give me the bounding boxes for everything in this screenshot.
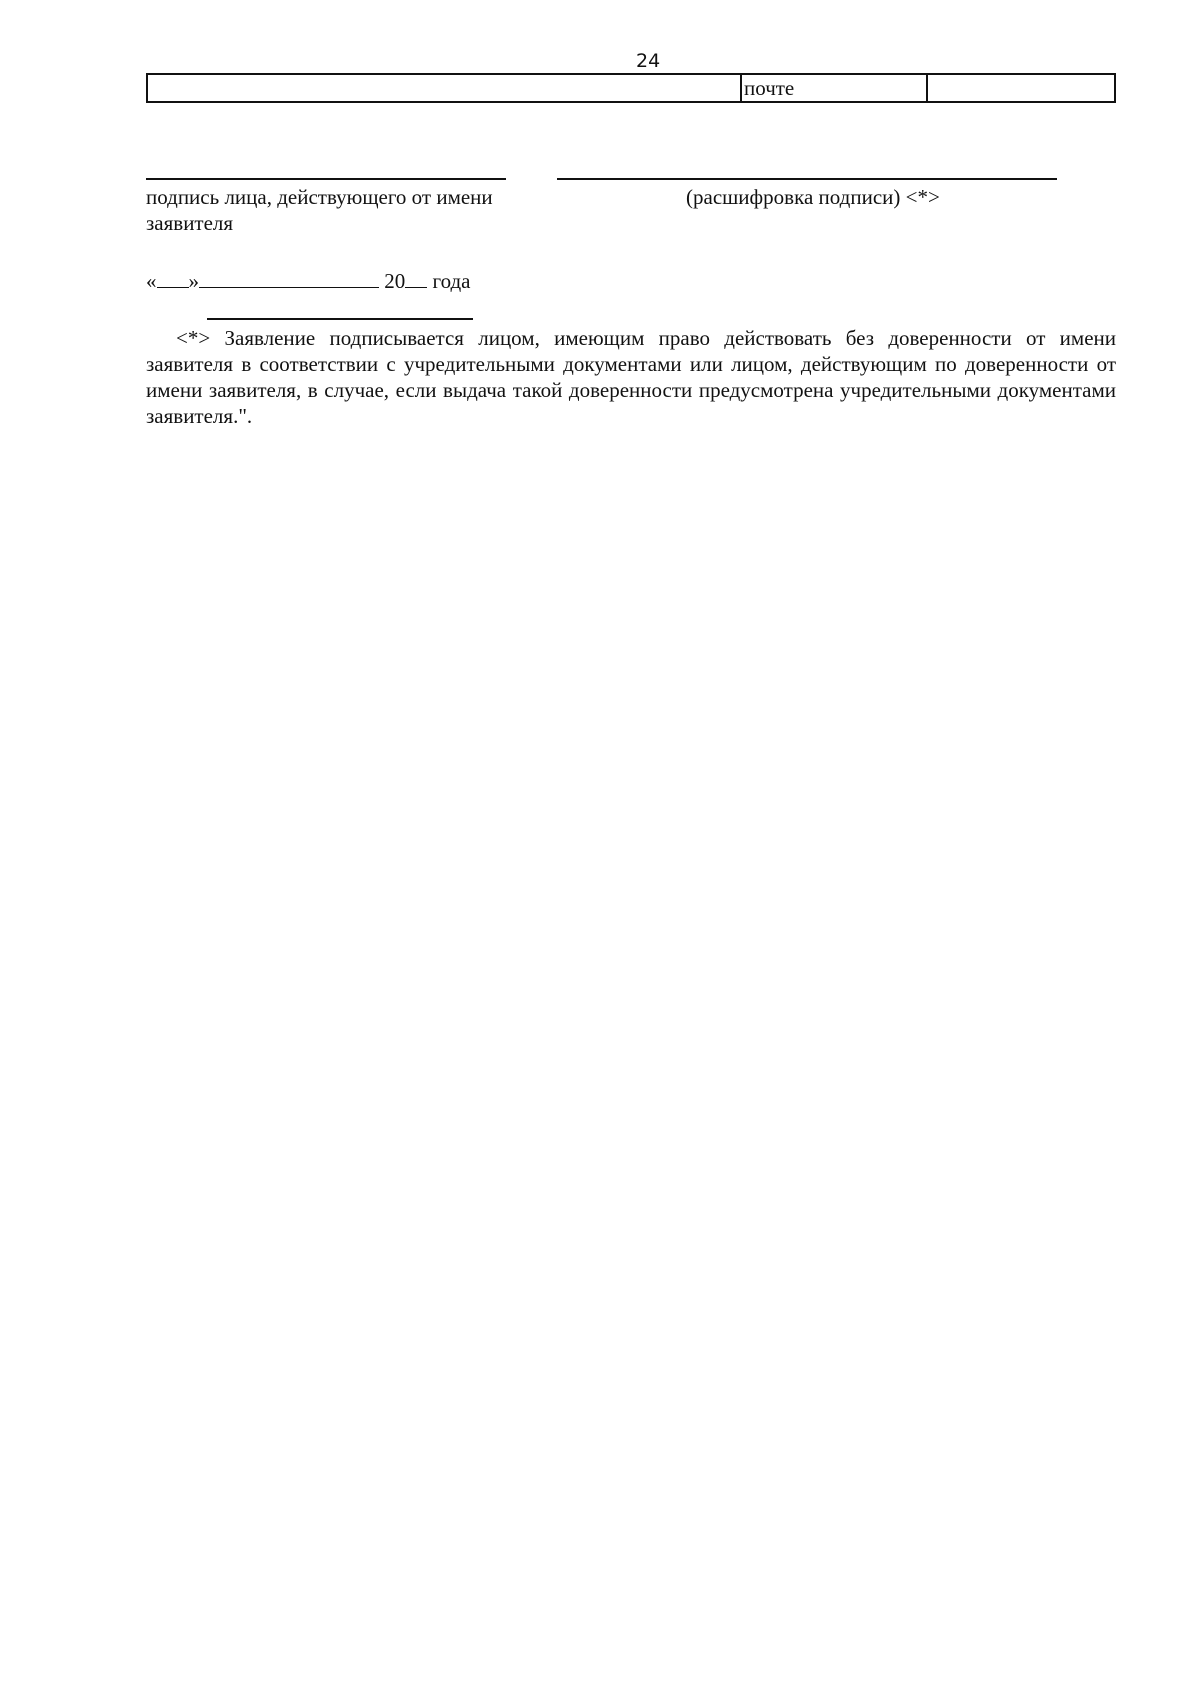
date-line <box>146 267 471 294</box>
signature-caption: подпись лица, действующего от имени заявителя <box>146 185 493 235</box>
signature-line <box>146 178 506 180</box>
table-cell-empty-1 <box>148 75 742 101</box>
signature-transcript-line <box>557 178 1057 180</box>
date-open-quote: « <box>146 269 157 293</box>
footnote-text: <*> Заявление подписывается лицом, имеющим право действовать без доверенности от имени заявителя в соответствии с учредительными документами или лицом, действующим по доверенности от имени заявителя, в случае, если выдача такой доверенности предусмотрена учредительными документами заявителя.". <box>146 326 1116 428</box>
signature-transcript-caption: (расшифровка подписи) <*> <box>686 185 940 209</box>
date-year-word: года <box>432 269 471 293</box>
date-year-prefix: 20 <box>384 269 406 293</box>
page-number: 24 <box>636 50 661 72</box>
date-close-quote: » <box>188 269 199 293</box>
table-cell-empty-2 <box>928 75 1114 101</box>
date-day-blank <box>157 267 189 288</box>
footnote-separator <box>207 318 473 320</box>
date-year-blank <box>405 267 427 288</box>
date-month-blank <box>199 267 379 288</box>
table-fragment <box>146 73 1116 103</box>
table-cell-delivery-method: почте <box>742 75 928 101</box>
